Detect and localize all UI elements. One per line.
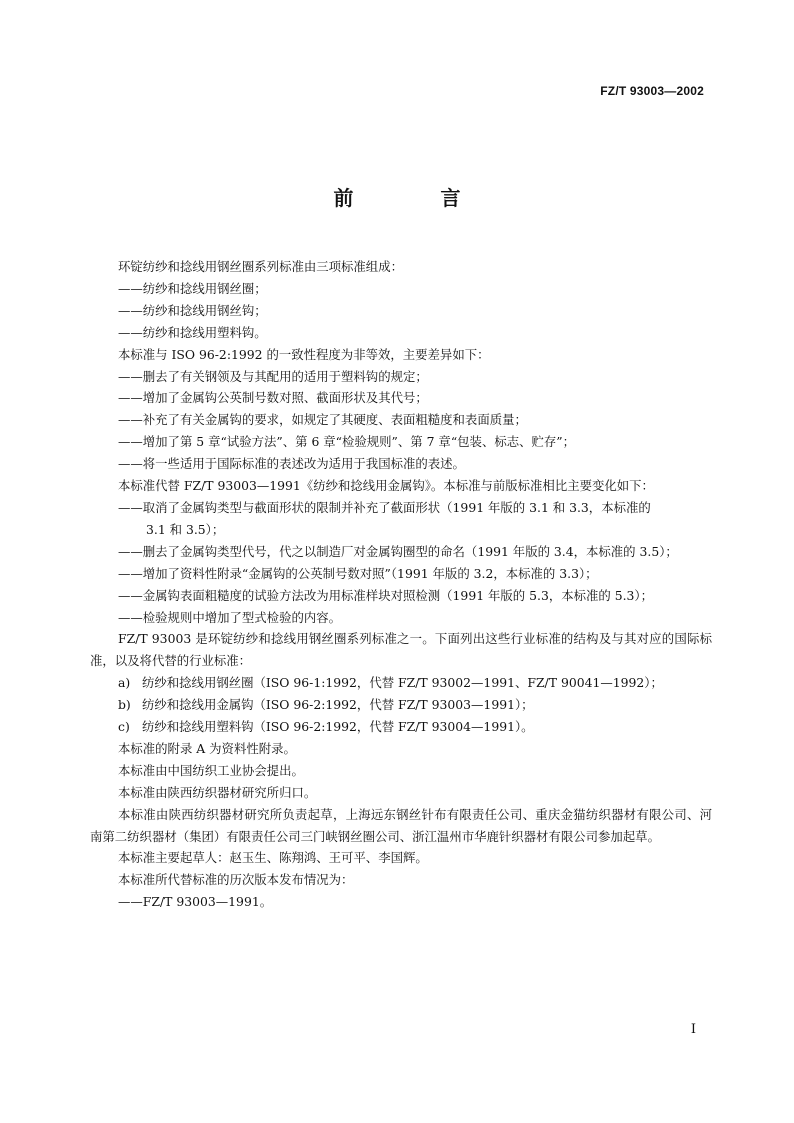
list-item <box>118 672 712 694</box>
foreword-body <box>90 256 712 913</box>
paragraph: 环锭纺纱和捻线用钢丝圈系列标准由三项标准组成： <box>118 259 403 274</box>
paragraph: ——增加了第 5 章“试验方法”、第 6 章“检验规则”、第 7 章“包装、标志、贮存”； <box>118 434 576 450</box>
paragraph: ——金属钩表面粗糙度的试验方法改为用标准样块对照检测（1991 年版的 5.3，本标准的 5.3）； <box>118 587 654 603</box>
list-text: 纺纱和捻线用金属钩（ISO 96-2:1992，代替 FZ/T 93003—1991）； <box>142 697 534 713</box>
list-marker: c) <box>118 719 130 735</box>
paragraph: ——增加了资料性附录“金属钩的公英制号数对照”（1991 年版的 3.2，本标准的 3.3）； <box>118 565 598 581</box>
paragraph: ——纺纱和捻线用塑料钩。 <box>118 324 267 340</box>
list-item <box>118 694 712 716</box>
paragraph: 本标准由中国纺织工业协会提出。 <box>118 762 304 778</box>
list-text: 纺纱和捻线用塑料钩（ISO 96-2:1992，代替 FZ/T 93004—1991）。 <box>142 719 534 735</box>
list-marker: b) <box>118 697 131 713</box>
document-code: FZ/T 93003—2002 <box>600 84 704 98</box>
paragraph: ——FZ/T 93003—1991。 <box>118 894 273 910</box>
paragraph-text: 本标准由陕西纺织器材研究所负责起草，上海远东钢丝针布有限责任公司、重庆金猫纺织器材有限公司、河南第二纺织器材（集团）有限责任公司三门峡钢丝圈公司、浙江温州市华鹿针织器材有限公司参加起草。 <box>90 806 712 844</box>
paragraph: 本标准所代替标准的历次版本发布情况为： <box>118 872 354 888</box>
list-item <box>118 716 712 738</box>
list-text: 纺纱和捻线用钢丝圈（ISO 96-1:1992，代替 FZ/T 93002—1991、FZ/T 90041—1992）； <box>142 675 663 691</box>
paragraph: ——删去了有关钢领及与其配用的适用于塑料钩的规定； <box>118 368 428 384</box>
paragraph: ——删去了金属钩类型代号，代之以制造厂对金属钩圈型的命名（1991 年版的 3.4，本标准的 3.5）； <box>118 543 678 559</box>
paragraph: 本标准由陕西纺织器材研究所归口。 <box>118 784 317 800</box>
paragraph: ——补充了有关金属钩的要求，如规定了其硬度、表面粗糙度和表面质量； <box>118 412 527 428</box>
page-title: 前 言 <box>333 186 501 210</box>
paragraph: 本标准的附录 A 为资料性附录。 <box>118 740 296 756</box>
paragraph: ——增加了金属钩公英制号数对照、截面形状及其代号； <box>118 390 428 406</box>
list-marker: a) <box>118 675 131 691</box>
paragraph-text: FZ/T 93003 是环锭纺纱和捻线用钢丝圈系列标准之一。下面列出这些行业标准的结构及与其对应的国际标准，以及将代替的行业标准： <box>90 631 712 669</box>
paragraph: ——取消了金属钩类型与截面形状的限制并补充了截面形状（1991 年版的 3.1 和 3.3，本标准的 <box>118 499 651 515</box>
paragraph: ——将一些适用于国际标准的表述改为适用于我国标准的表述。 <box>118 456 465 472</box>
paragraph <box>90 804 712 848</box>
paragraph: 本标准与 ISO 96-2:1992 的一致性程度为非等效，主要差异如下： <box>118 346 490 362</box>
paragraph: 本标准主要起草人：赵玉生、陈翔鸿、王可平、李国辉。 <box>118 850 428 866</box>
paragraph: 本标准代替 FZ/T 93003—1991《纺纱和捻线用金属钩》。本标准与前版标准相比主要变化如下： <box>118 478 654 494</box>
paragraph: ——纺纱和捻线用钢丝圈； <box>118 280 267 296</box>
paragraph: ——检验规则中增加了型式检验的内容。 <box>118 609 342 625</box>
paragraph <box>90 628 712 672</box>
paragraph-continuation: 3.1 和 3.5）； <box>146 521 225 537</box>
page-number: I <box>690 1022 696 1037</box>
paragraph: ——纺纱和捻线用钢丝钩； <box>118 302 267 318</box>
